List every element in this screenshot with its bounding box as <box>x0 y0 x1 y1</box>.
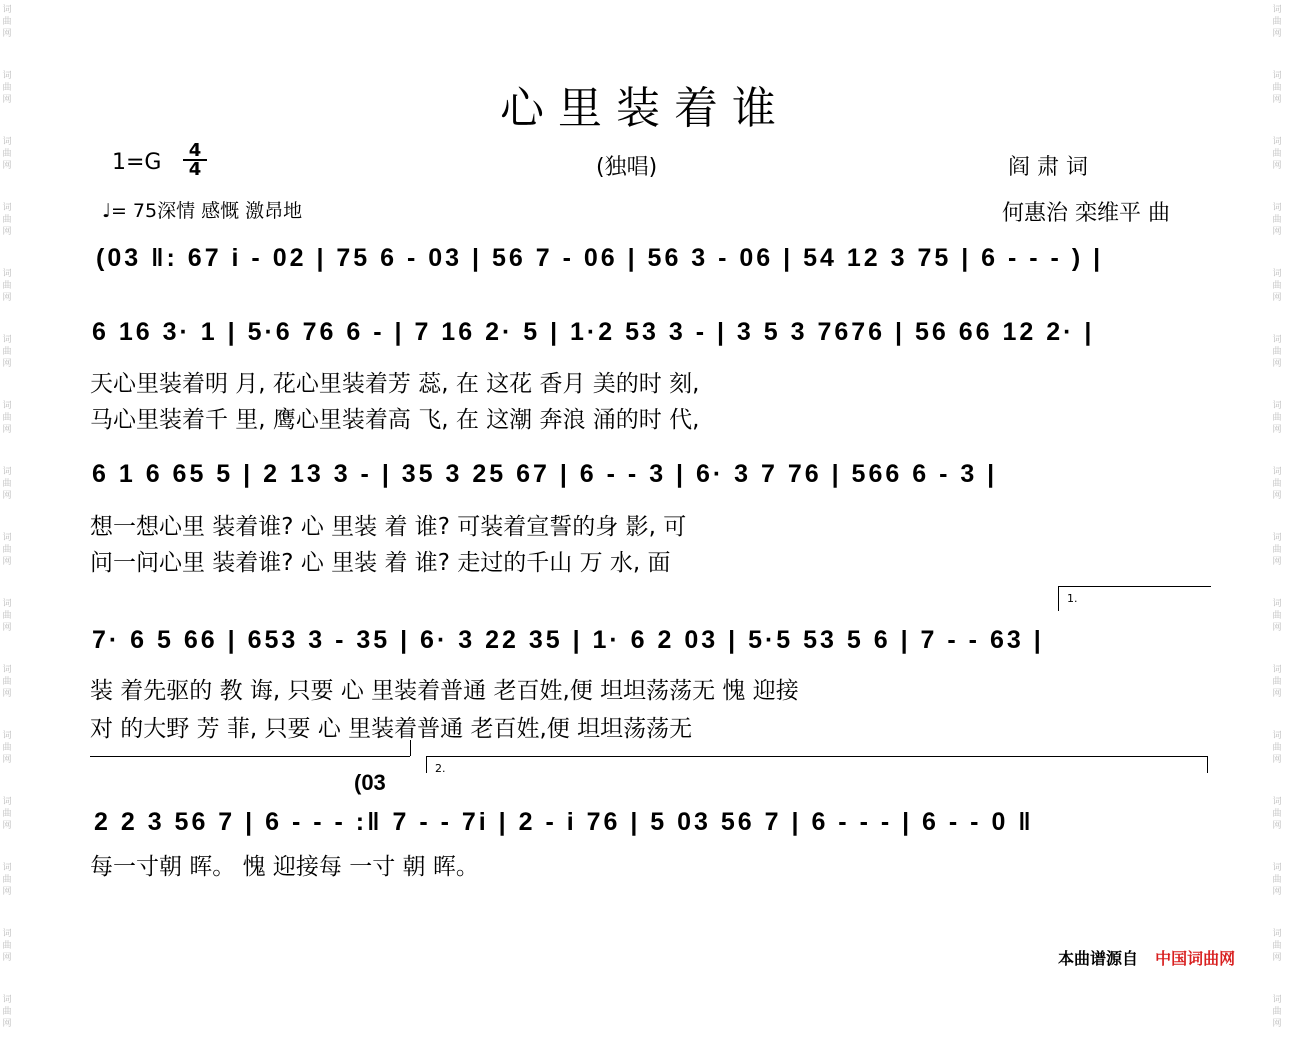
tempo-text: = 75深情 感慨 激昂地 <box>110 200 303 222</box>
lyricist-credit: 阎 肃 词 <box>1008 155 1088 180</box>
pickup-notes: (03 <box>354 770 386 795</box>
first-ending-bracket <box>1058 586 1211 611</box>
lyric-row-3-verse-2: 问一问心里 装着谁? 心 里装 着 谁? 走过的千山 万 水, 面 <box>90 550 671 576</box>
score-row-3: 6 1 6 65 5 | 2 13 3 - | 35 3 25 67 | 6 - - 3 | 6· 3 7 76 | 566 6 - 3 | <box>92 460 998 488</box>
lyric-row-2-verse-2: 马心里装着千 里, 鹰心里装着高 飞, 在 这潮 奔浪 涌的时 代, <box>90 407 700 433</box>
score-row-4: 7· 6 5 66 | 653 3 - 35 | 6· 3 22 35 | 1· 6 2 03 | 5·5 53 5 6 | 7 - - 63 | <box>92 626 1044 654</box>
time-signature <box>183 142 207 178</box>
second-ending-label: 2. <box>435 762 446 775</box>
footer-site-link[interactable]: 中国词曲网 <box>1155 949 1236 968</box>
lyric-row-4-verse-2: 对 的大野 芳 菲, 只要 心 里装着普通 老百姓,便 坦坦荡荡无 <box>90 716 693 742</box>
song-title: 心里装着谁 <box>500 83 790 134</box>
composer-credit: 何惠治 栾维平 曲 <box>1002 201 1170 226</box>
first-ending-label: 1. <box>1067 592 1078 605</box>
lyric-row-4-verse-1: 装 着先驱的 教 诲, 只要 心 里装着普通 老百姓,便 坦坦荡荡无 愧 迎接 <box>90 678 799 704</box>
score-row-2: 6 16 3· 1 | 5·6 76 6 - | 7 16 2· 5 | 1·2 53 3 - | 3 5 3 7676 | 56 66 12 2· | <box>92 318 1095 346</box>
row5-rule-tick <box>410 740 411 756</box>
performance-style: (独唱) <box>596 155 658 180</box>
footer-source-text: 本曲谱源自 <box>1058 949 1139 968</box>
right-watermark: 词 曲 网 词 曲 网 词 曲 网 词 曲 网 词 曲 网 词 曲 网 词 曲 网 词 曲 网 词 曲 网 词 曲 网 词 曲 网 词 曲 网 词 曲 网 词 曲 网 词 曲 网 词 曲 网 <box>1272 5 1282 1029</box>
second-ending-bracket <box>426 756 1208 773</box>
lyric-row-3-verse-1: 想一想心里 装着谁? 心 里装 着 谁? 可装着宣誓的身 影, 可 <box>90 514 687 540</box>
lyric-row-5: 每一寸朝 晖。 愧 迎接每 一寸 朝 晖。 <box>90 854 479 880</box>
time-signature-bottom: 4 <box>183 159 207 178</box>
score-row-5: 2 2 3 56 7 | 6 - - - :‖ 7 - - 7i | 2 - i 76 | 5 03 56 7 | 6 - - - | 6 - - 0 ‖ <box>94 808 1034 836</box>
footer-credit <box>1058 946 1235 969</box>
quarter-note-icon: ♩ <box>102 200 111 222</box>
row5-top-rule-left <box>90 756 410 757</box>
time-signature-top: 4 <box>188 140 202 161</box>
lyric-row-2-verse-1: 天心里装着明 月, 花心里装着芳 蕊, 在 这花 香月 美的时 刻, <box>90 371 700 397</box>
tempo-marking <box>102 196 302 223</box>
key-signature: 1=G <box>112 150 162 175</box>
left-watermark: 词 曲 网 词 曲 网 词 曲 网 词 曲 网 词 曲 网 词 曲 网 词 曲 网 词 曲 网 词 曲 网 词 曲 网 词 曲 网 词 曲 网 词 曲 网 词 曲 网 词 曲 网 词 曲 网 <box>2 5 12 1029</box>
score-row-1: (03 ‖: 67 i - 02 | 75 6 - 03 | 56 7 - 06 | 56 3 - 06 | 54 12 3 75 | 6 - - - ) | <box>96 244 1104 272</box>
